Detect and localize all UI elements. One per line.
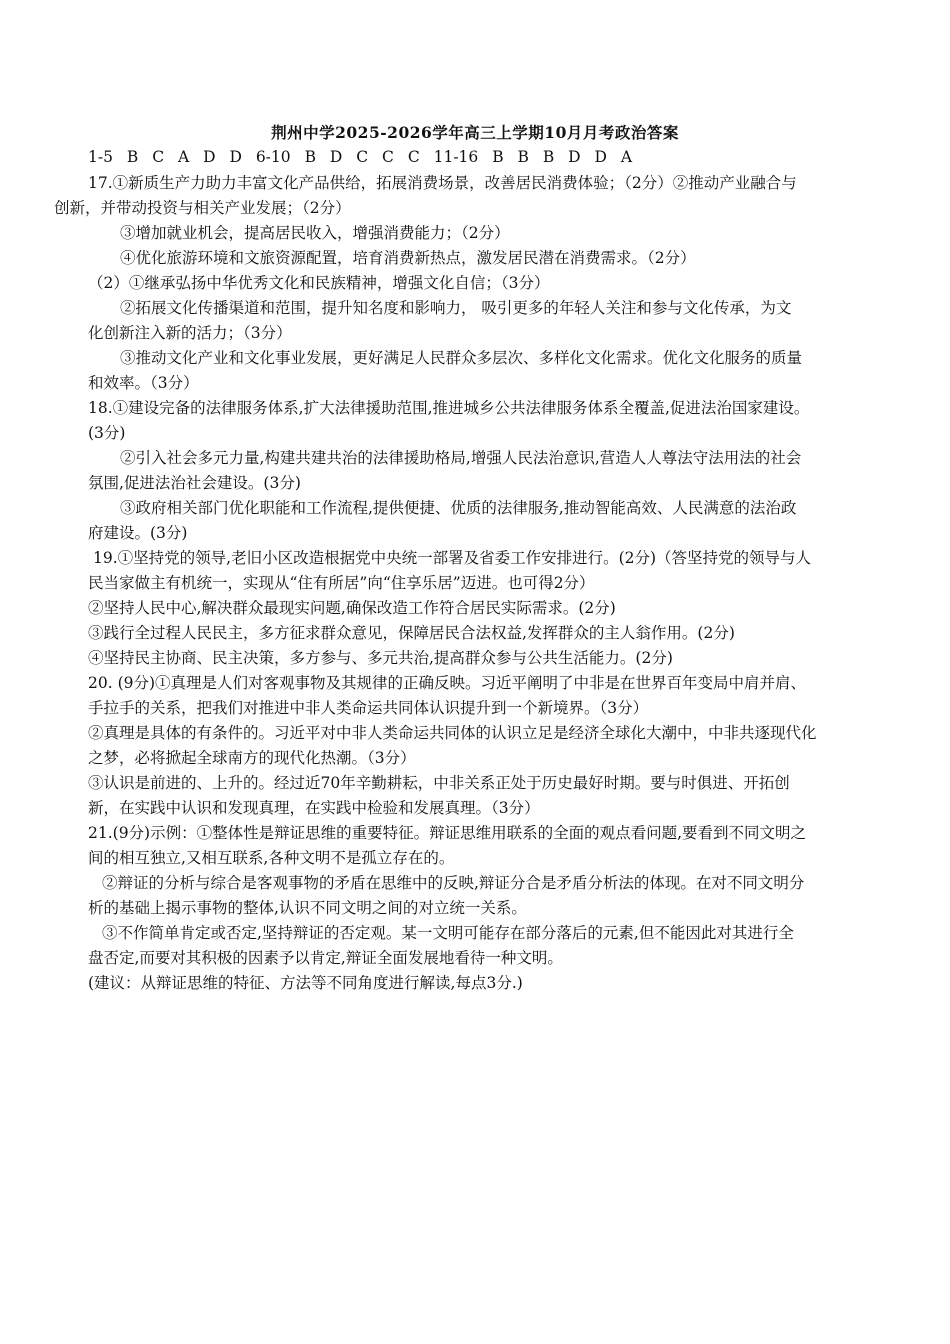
q20-line-6: 新，在实践中认识和发现真理，在实践中检验和发展真理。（3分）: [88, 799, 540, 817]
q21-line-7: (建议：从辩证思维的特征、方法等不同角度进行解读,每点3分.): [88, 974, 523, 992]
q19-line-1: 19.①坚持党的领导,老旧小区改造根据党中央统一部署及省委工作安排进行。(2分)（答坚持党的领导与人: [93, 549, 812, 567]
q17-line-6: ②拓展文化传播渠道和范围，提升知名度和影响力， 吸引更多的年轻人关注和参与文化传承，为文: [120, 299, 792, 317]
q18-line-2: (3分): [88, 424, 126, 442]
q21-line-4: 析的基础上揭示事物的整体,认识不同文明之间的对立统一关系。: [88, 899, 527, 917]
q19-line-5: ④坚持民主协商、民主决策，多方参与、多元共治,提高群众参与公共生活能力。(2分): [88, 649, 673, 667]
q19-line-3: ②坚持人民中心,解决群众最现实问题,确保改造工作符合居民实际需求。(2分): [88, 599, 616, 617]
q19-line-2: 民当家做主有机统一，实现从“住有所居”向“住享乐居”迈进。也可得2分）: [88, 574, 595, 592]
q21-line-6: 盘否定,而要对其积极的因素予以肯定,辩证全面发展地看待一种文明。: [88, 949, 563, 967]
q17-line-2: 创新，并带动投资与相关产业发展；（2分）: [54, 199, 351, 217]
q18-line-6: 府建设。(3分): [88, 524, 188, 542]
q19-line-4: ③践行全过程人民民主，多方征求群众意见，保障居民合法权益,发挥群众的主人翁作用。(2分): [88, 624, 735, 642]
q17-line-7: 化创新注入新的活力；（3分）: [88, 324, 292, 342]
q17-line-4: ④优化旅游环境和文旅资源配置，培育消费新热点，激发居民潜在消费需求。（2分）: [120, 249, 696, 267]
q18-line-1: 18.①建设完备的法律服务体系,扩大法律援助范围,推进城乡公共法律服务体系全覆盖,促进法治国家建设。: [88, 399, 810, 417]
q18-line-5: ③政府相关部门优化职能和工作流程,提供便捷、优质的法律服务,推动智能高效、人民满意的法治政: [120, 499, 797, 517]
q20-line-1: 20. (9分)①真理是人们对客观事物及其规律的正确反映。习近平阐明了中非是在世界百年变局中肩并肩、: [88, 674, 807, 692]
document-title: 荆州中学2025-2026学年高三上学期10月月考政治答案: [271, 123, 679, 142]
q20-line-5: ③认识是前进的、上升的。经过近70年辛勤耕耘，中非关系正处于历史最好时期。要与时俱进、开拓创: [88, 774, 790, 792]
q20-line-3: ②真理是具体的有条件的。习近平对中非人类命运共同体的认识立足是经济全球化大潮中，中非共逐现代化: [88, 724, 817, 742]
choice-answers: 1-5 B C A D D 6-10 B D C C C 11-16 B B B D D A: [88, 148, 633, 166]
q18-line-3: ②引入社会多元力量,构建共建共治的法律援助格局,增强人民法治意识,营造人人尊法守法用法的社会: [120, 449, 802, 467]
q21-line-2: 间的相互独立,又相互联系,各种文明不是孤立存在的。: [88, 849, 455, 867]
q17-line-9: 和效率。（3分）: [88, 374, 199, 392]
q17-line-3: ③增加就业机会，提高居民收入，增强消费能力；（2分）: [120, 224, 510, 242]
q21-line-1: 21.(9分)示例：①整体性是辩证思维的重要特征。辩证思维用联系的全面的观点看问题,要看到不同文明之: [88, 824, 807, 842]
q20-line-2: 手拉手的关系，把我们对推进中非人类命运共同体认识提升到一个新境界。（3分）: [88, 699, 649, 717]
q17-line-1: 17.①新质生产力助力丰富文化产品供给，拓展消费场景，改善居民消费体验；（2分）②推动产业融合与: [88, 174, 797, 192]
q20-line-4: 之梦，必将掀起全球南方的现代化热潮。（3分）: [88, 749, 416, 767]
q18-line-4: 氛围,促进法治社会建设。(3分): [88, 474, 301, 492]
q17-line-5: （2）①继承弘扬中华优秀文化和民族精神，增强文化自信；（3分）: [88, 274, 550, 292]
q21-line-3: ②辩证的分析与综合是客观事物的矛盾在思维中的反映,辩证分合是矛盾分析法的体现。在对不同文明分: [102, 874, 805, 892]
q17-line-8: ③推动文化产业和文化事业发展，更好满足人民群众多层次、多样化文化需求。优化文化服务的质量: [120, 349, 803, 367]
q21-line-5: ③不作简单肯定或否定,坚持辩证的否定观。某一文明可能存在部分落后的元素,但不能因此对其进行全: [102, 924, 794, 942]
